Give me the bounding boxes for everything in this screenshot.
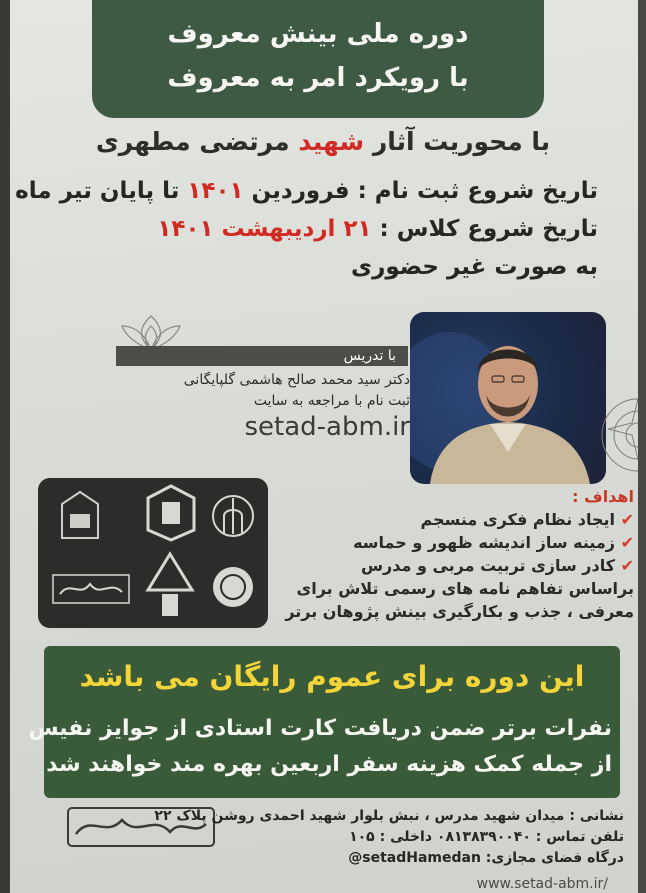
mosque-logo-icon [210, 486, 256, 544]
title-line-1: دوره ملی بینش معروف [167, 19, 469, 49]
teaching-bar: با تدریس [116, 346, 408, 366]
free-headline: این دوره برای عموم رایگان می باشد [79, 660, 585, 693]
university-logo-icon [144, 550, 196, 620]
logo-emblem-icon [58, 488, 102, 542]
subtitle [48, 127, 598, 167]
goal-label: ایجاد نظام فکری منسجم [420, 510, 616, 529]
book-logo-icon [142, 482, 200, 544]
check-icon: ✔ [620, 533, 634, 552]
class-date [58, 210, 598, 248]
goal-extra-line-2: معرفی ، جذب و بکارگیری بینش پژوهان برتر [285, 602, 634, 621]
check-icon: ✔ [620, 510, 634, 529]
right-background-edge [638, 0, 646, 893]
teacher-name: دکتر سید محمد صالح هاشمی گلپایگانی [183, 372, 410, 388]
teacher-photo [410, 312, 606, 484]
title-banner [92, 0, 544, 118]
goal-label: زمینه ساز اندیشه ظهور و حماسه [353, 533, 616, 552]
goal-label: کادر سازی تربیت مربی و مدرس [360, 556, 616, 575]
goal-extra-line-1: براساس تفاهم نامه های رسمی تلاش برای [296, 579, 634, 598]
registration-note: ثبت نام با مراجعه به سایت [253, 393, 410, 409]
registration-year: ۱۴۰۱ [187, 178, 244, 204]
subtitle-after: مرتضی مطهری [95, 127, 299, 156]
prize-line-1: نفرات برتر ضمن دریافت کارت استادی از جوایز نفیس [28, 716, 612, 741]
registration-suffix: تا پایان تیر ماه [15, 178, 188, 204]
registration-dates [15, 172, 598, 210]
goal-item [278, 554, 634, 577]
prize-line-2: از جمله کمک هزینه سفر اربعین بهره مند خواهند شد [46, 752, 612, 777]
course-mode: به صورت غیر حضوری [351, 254, 598, 280]
phone: تلفن تماس : ۰۸۱۳۸۳۹۰۰۴۰ داخلی : ۱۰۵ [349, 829, 624, 845]
flyer [8, 0, 640, 893]
bottom-website: www.setad-abm.ir/ [476, 876, 608, 892]
contact-section [154, 806, 624, 869]
date-info [15, 172, 598, 286]
subtitle-before: با محوریت آثار [364, 127, 551, 156]
free-notice-box [28, 646, 620, 798]
subtitle-highlight: شهید [298, 127, 365, 156]
seal-logo-icon [210, 564, 256, 610]
social-handle: درگاه فضای مجازی: setadHamedan@ [348, 850, 624, 866]
goals-section [278, 486, 634, 623]
logos-panel [38, 478, 268, 628]
goal-item [278, 531, 634, 554]
goal-item [278, 508, 634, 531]
title-line-2: با رویکرد امر به معروف [167, 63, 469, 93]
class-date-value: ۲۱ اردیبهشت ۱۴۰۱ [157, 216, 372, 242]
registration-prefix: تاریخ شروع ثبت نام : فروردین [243, 178, 598, 204]
goals-title: اهداف : [572, 487, 634, 506]
mandala-ornament-icon [598, 380, 640, 490]
check-icon: ✔ [620, 556, 634, 575]
calligraphy-logo-icon [52, 574, 130, 604]
class-prefix: تاریخ شروع کلاس : [371, 216, 598, 242]
website-link[interactable]: setad-abm.ir [244, 412, 410, 442]
address: نشانی : میدان شهید مدرس ، نبش بلوار شهید احمدی روشن پلاک ۲۲ [154, 808, 624, 824]
left-background-edge [0, 0, 10, 893]
